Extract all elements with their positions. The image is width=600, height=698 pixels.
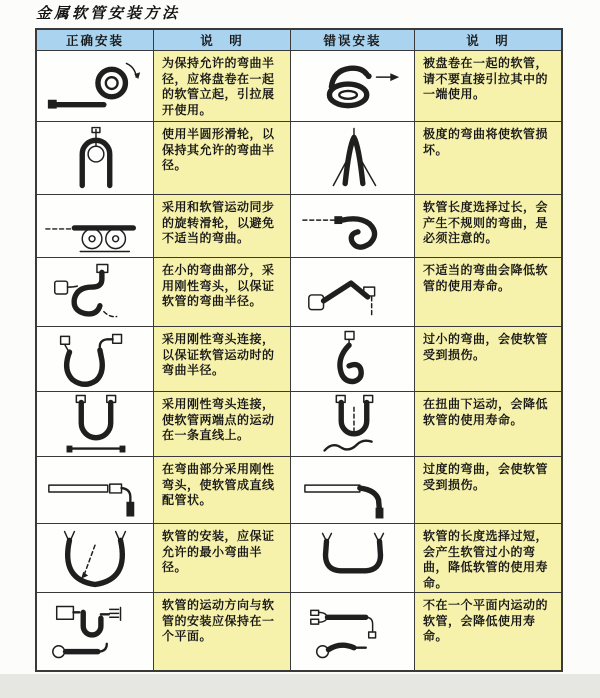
header-description-left: 说 明 — [154, 30, 290, 50]
scan-bottom-shade — [0, 674, 600, 698]
wrong-description-row7: 过度的弯曲，会使软管受到损伤。 — [415, 457, 561, 523]
flat-coil-end-pull-icon — [299, 55, 407, 117]
wrong-figure-row4 — [291, 258, 414, 326]
correct-description-row3: 采用和软管运动同步的旋转滑轮，以避免不适当的弯曲。 — [154, 195, 290, 257]
too-small-bend-icon — [299, 328, 407, 390]
correct-figure-row3 — [37, 195, 153, 257]
correct-description-row9: 软管的运动方向与软管的安装应保持在一个平面。 — [154, 593, 290, 670]
page-title: 金属软管安装方法 — [36, 4, 181, 22]
wrong-description-row2: 极度的弯曲将使软管损坏。 — [415, 122, 561, 194]
correct-figure-row6 — [37, 392, 153, 456]
elbow-connected-u-icon — [41, 328, 149, 390]
correct-figure-row2 — [37, 122, 153, 194]
wrong-figure-row3 — [291, 195, 414, 257]
correct-description-row1: 为保持允许的弯曲半径，应将盘卷在一起的软管立起，引拉展开使用。 — [154, 51, 290, 121]
standing-coil-unroll-icon — [41, 55, 149, 117]
inline-endpoints-u-icon — [41, 393, 149, 455]
correct-description-row2: 使用半圆形滑轮，以保持其允许的弯曲半径。 — [154, 122, 290, 194]
irregular-loop-icon — [299, 196, 407, 256]
wrong-description-row3: 软管长度选择过长，会产生不规则的弯曲，是必须注意的。 — [415, 195, 561, 257]
rigid-elbow-small-bend-icon — [41, 261, 149, 323]
wrong-description-row6: 在扭曲下运动，会降低软管的使用寿命。 — [415, 392, 561, 456]
wrong-figure-row2 — [291, 122, 414, 194]
correct-figure-row8 — [37, 524, 153, 592]
correct-figure-row5 — [37, 327, 153, 391]
correct-figure-row4 — [37, 258, 153, 326]
installation-methods-table — [35, 28, 563, 672]
wrong-description-row9: 不在一个平面内运动的软管，会降低使用寿命。 — [415, 593, 561, 670]
header-wrong-install: 错误安装 — [291, 30, 414, 50]
wrong-figure-row8 — [291, 524, 414, 592]
extreme-bend-icon — [299, 126, 407, 190]
correct-description-row4: 在小的弯曲部分，采用刚性弯头，以保证软管的弯曲半径。 — [154, 258, 290, 326]
min-bend-radius-u-icon — [41, 527, 149, 589]
correct-description-row7: 在弯曲部分采用刚性弯头，使软管成直线配管状。 — [154, 457, 290, 523]
wrong-figure-row5 — [291, 327, 414, 391]
correct-figure-row1 — [37, 51, 153, 121]
wrong-description-row4: 不适当的弯曲会降低软管的使用寿命。 — [415, 258, 561, 326]
correct-figure-row7 — [37, 457, 153, 523]
header-correct-install: 正确安装 — [37, 30, 153, 50]
correct-figure-row9 — [37, 593, 153, 670]
wrong-figure-row1 — [291, 51, 414, 121]
half-round-pulley-icon — [41, 126, 149, 190]
overbent-piping-icon — [299, 459, 407, 521]
same-plane-motion-icon — [41, 600, 149, 664]
correct-description-row6: 采用刚性弯头连接，使软管两端点的运动在一条直线上。 — [154, 392, 290, 456]
wrong-description-row1: 被盘卷在一起的软管，请不要直接引拉其中的一端使用。 — [415, 51, 561, 121]
out-of-plane-icon — [299, 600, 407, 664]
straight-piping-elbow-icon — [41, 459, 149, 521]
wrong-description-row5: 过小的弯曲，会使软管受到损伤。 — [415, 327, 561, 391]
wrong-figure-row7 — [291, 457, 414, 523]
improper-kink-icon — [299, 261, 407, 323]
correct-description-row5: 采用刚性弯头连接，以保证软管运动时的弯曲半径。 — [154, 327, 290, 391]
correct-description-row8: 软管的安装，应保证允许的最小弯曲半径。 — [154, 524, 290, 592]
twisted-motion-icon — [299, 393, 407, 455]
wrong-description-row8: 软管的长度选择过短，会产生软管过小的弯曲，降低软管的使用寿命。 — [415, 524, 561, 592]
wrong-figure-row6 — [291, 392, 414, 456]
too-short-hose-icon — [299, 527, 407, 589]
wrong-figure-row9 — [291, 593, 414, 670]
header-description-right: 说 明 — [415, 30, 561, 50]
sync-rotating-pulleys-icon — [41, 196, 149, 256]
